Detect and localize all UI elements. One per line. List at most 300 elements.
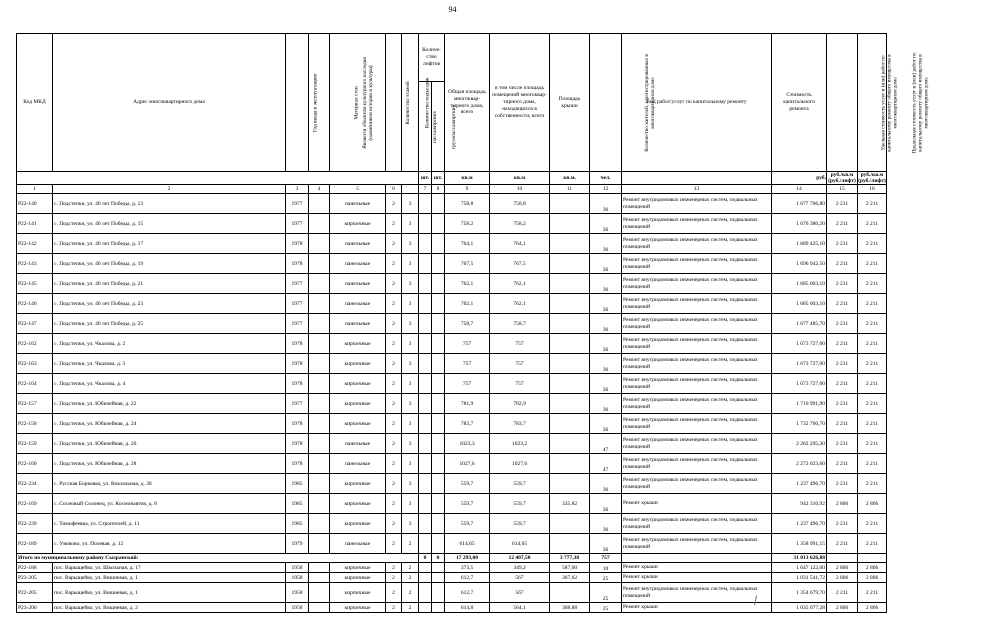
cell-address: с. Подстепки, ул. 40 лет Победы, д. 21 xyxy=(53,274,286,294)
cell-work: Ремонт внутридомовых инженерных систем, подвальных помещений xyxy=(622,254,772,274)
cell-owned: 757 xyxy=(490,374,550,394)
cell-lc xyxy=(432,354,445,374)
units-row xyxy=(17,172,887,185)
cell-owned: 758,7 xyxy=(490,314,550,334)
cell-cost: 1 685 003,10 xyxy=(772,294,827,314)
cell-floors: 2 xyxy=(386,194,402,214)
cell-heritage xyxy=(309,374,330,394)
cell-floors: 2 xyxy=(386,454,402,474)
total-lifts-passenger: 0 xyxy=(419,554,432,563)
cell-code: Р22-158 xyxy=(17,414,53,434)
table-row xyxy=(17,234,887,254)
cell-cost: 1 647 122,00 xyxy=(772,563,827,573)
cell-area: 783,7 xyxy=(445,414,490,434)
cell-unit: 2 211 xyxy=(827,434,858,454)
cell-res: 36 xyxy=(590,294,622,314)
cell-unit: 2 211 xyxy=(827,514,858,534)
cell-owned: 559,7 xyxy=(490,474,550,494)
cell-unit: 2 211 xyxy=(827,474,858,494)
cell-work: Ремонт внутридомовых инженерных систем, подвальных помещений xyxy=(622,534,772,554)
cell-cost: 1 732 760,70 xyxy=(772,414,827,434)
column-number: 8 xyxy=(432,185,445,194)
cell-unit: 2 211 xyxy=(827,194,858,214)
cell-res: 10 xyxy=(590,563,622,573)
cell-year: 1978 xyxy=(286,374,309,394)
cell-floors: 2 xyxy=(386,314,402,334)
cell-lp xyxy=(419,434,432,454)
cell-unit: 2 211 xyxy=(827,454,858,474)
cell-area: 612,7 xyxy=(445,573,490,583)
cell-code: Р22-162 xyxy=(17,334,53,354)
table-row xyxy=(17,514,887,534)
cell-address: с. Подстепки, ул. Юбилейная, д. 28 xyxy=(53,454,286,474)
cell-lc xyxy=(432,254,445,274)
cell-owned: 1027,6 xyxy=(490,454,550,474)
cell-heritage xyxy=(309,414,330,434)
cell-floors: 2 xyxy=(386,294,402,314)
cell-res: 36 xyxy=(590,514,622,534)
header-entrances: Количество подъездов xyxy=(402,34,419,172)
cell-year: 1977 xyxy=(286,194,309,214)
cell-entrances: 3 xyxy=(402,254,419,274)
cell-cost: 1 677 485,70 xyxy=(772,314,827,334)
cell-address: пос. Варыщейко, ул. Вишневая, д. 2 xyxy=(53,603,286,613)
cell-work: Ремонт крыши xyxy=(622,494,772,514)
cell-cost: 1 689 425,10 xyxy=(772,234,827,254)
cell-floors: 2 xyxy=(386,394,402,414)
cell-res: 36 xyxy=(590,394,622,414)
cell-roof xyxy=(550,394,590,414)
cell-owned: 758,8 xyxy=(490,194,550,214)
cell-heritage xyxy=(309,563,330,573)
header-residents: Количество жителей, зарегистрированных в многоквартирном доме xyxy=(590,34,622,172)
column-number: 13 xyxy=(622,185,772,194)
cell-address: с. Подстепки, ул. 40 лет Победы, д. 19 xyxy=(53,254,286,274)
table-row xyxy=(17,334,887,354)
cell-address: с. Тимофеевка, ул. Строителей, д. 11 xyxy=(53,514,286,534)
cell-cost: 1 237 496,70 xyxy=(772,514,827,534)
cell-roof xyxy=(550,374,590,394)
cell-heritage xyxy=(309,434,330,454)
cell-lc xyxy=(432,563,445,573)
cell-year: 1979 xyxy=(286,534,309,554)
table-row xyxy=(17,474,887,494)
cell-roof xyxy=(550,214,590,234)
cell-heritage xyxy=(309,474,330,494)
cell-max: 2 211 xyxy=(858,194,887,214)
cell-code: Р22-189 xyxy=(17,534,53,554)
cell-entrances: 3 xyxy=(402,394,419,414)
cell-owned: 762,1 xyxy=(490,294,550,314)
cell-entrances: 2 xyxy=(402,573,419,583)
cell-max: 2 211 xyxy=(858,474,887,494)
cell-area: 757 xyxy=(445,354,490,374)
cell-address: с. Подстепки, ул. Чкалова, д. 4 xyxy=(53,374,286,394)
cell-lp xyxy=(419,254,432,274)
cell-roof xyxy=(550,314,590,334)
cell-year: 1958 xyxy=(286,603,309,613)
header-area-owned: в том числе площадь помещений многоквар-тирного дома, находящихся в собственности, всего xyxy=(490,34,550,172)
cell-floors: 2 xyxy=(386,234,402,254)
cell-address: пос. Варыщейко, ул. Школьная, д. 17 xyxy=(53,563,286,573)
cell-walls: кирпичные xyxy=(330,214,386,234)
cell-cost: 2 272 023,60 xyxy=(772,454,827,474)
cell-cost: 1 673 727,00 xyxy=(772,354,827,374)
cell-year: 1958 xyxy=(286,573,309,583)
cell-heritage xyxy=(309,454,330,474)
cell-code: Р22-188 xyxy=(17,563,53,573)
cell-lp xyxy=(419,573,432,583)
cell-cost: 1 035 077,28 xyxy=(772,603,827,613)
unit-cell: кв.м xyxy=(490,172,550,185)
header-floors: Количество этажей xyxy=(386,34,402,172)
cell-max: 2 211 xyxy=(858,254,887,274)
cell-lc xyxy=(432,603,445,613)
cell-work: Ремонт внутридомовых инженерных систем, подвальных помещений xyxy=(622,334,772,354)
cell-heritage xyxy=(309,494,330,514)
cell-roof xyxy=(550,514,590,534)
cell-unit: 2 806 xyxy=(827,494,858,514)
cell-unit: 2 211 xyxy=(827,534,858,554)
cell-lc xyxy=(432,573,445,583)
cell-area: 1023,3 xyxy=(445,434,490,454)
column-number: 14 xyxy=(772,185,827,194)
cell-heritage xyxy=(309,573,330,583)
cell-address: с. Сосновый Солонец, ул. Космонавтов, д. 8 xyxy=(53,494,286,514)
cell-walls: кирпичные xyxy=(330,514,386,534)
column-number: 16 xyxy=(858,185,887,194)
cell-unit: 2 211 xyxy=(827,334,858,354)
cell-work: Ремонт внутридомовых инженерных систем, подвальных помещений xyxy=(622,374,772,394)
cell-walls: кирпичные xyxy=(330,474,386,494)
cell-lc xyxy=(432,494,445,514)
header-unit-cost: Удельная стоимость услуг и (или) работ по капитальному ремонту общего имущества в многоквартирном доме xyxy=(827,34,858,172)
cell-lc xyxy=(432,583,445,603)
cell-max: 2 211 xyxy=(858,274,887,294)
cell-unit: 2 211 xyxy=(827,394,858,414)
table-row xyxy=(17,573,887,583)
cell-res: 36 xyxy=(590,474,622,494)
cell-unit: 2 211 xyxy=(827,294,858,314)
cell-address: с. Подстепки, ул. 40 лет Победы, д. 25 xyxy=(53,314,286,334)
cell-roof xyxy=(550,194,590,214)
cell-lc xyxy=(432,294,445,314)
cell-lc xyxy=(432,434,445,454)
cell-owned: 1023,2 xyxy=(490,434,550,454)
cell-max: 2 806 xyxy=(858,563,887,573)
cell-cost: 1 685 003,10 xyxy=(772,274,827,294)
cell-year: 1977 xyxy=(286,314,309,334)
cell-lp xyxy=(419,563,432,573)
cell-unit: 2 211 xyxy=(827,354,858,374)
column-numbers-row xyxy=(17,185,887,194)
cell-year: 1958 xyxy=(286,563,309,573)
cell-entrances: 3 xyxy=(402,274,419,294)
cell-lp xyxy=(419,454,432,474)
cell-area: 757 xyxy=(445,374,490,394)
cell-lp xyxy=(419,494,432,514)
table-row xyxy=(17,274,887,294)
cell-lc xyxy=(432,414,445,434)
cell-cost: 1 358 991,15 xyxy=(772,534,827,554)
cell-entrances: 3 xyxy=(402,474,419,494)
cell-lp xyxy=(419,374,432,394)
total-cost: 31 013 626,88 xyxy=(772,554,827,563)
cell-entrances: 2 xyxy=(402,583,419,603)
cell-code: Р22-164 xyxy=(17,374,53,394)
cell-area: 757 xyxy=(445,334,490,354)
cell-walls: панельные xyxy=(330,454,386,474)
column-number: 15 xyxy=(827,185,858,194)
cell-roof: 368,88 xyxy=(550,603,590,613)
cell-address: с. Подстепки, ул. 40 лет Победы, д. 23 xyxy=(53,294,286,314)
cell-max: 2 211 xyxy=(858,234,887,254)
cell-floors: 2 xyxy=(386,354,402,374)
cell-lp xyxy=(419,334,432,354)
header-year: Год ввода в эксплуатацию xyxy=(286,34,309,172)
cell-lc xyxy=(432,314,445,334)
cell-work: Ремонт внутридомовых инженерных систем, подвальных помещений xyxy=(622,394,772,414)
cell-code: Р22-205 xyxy=(17,583,53,603)
cell-roof xyxy=(550,434,590,454)
cell-roof xyxy=(550,474,590,494)
cell-walls: кирпичные xyxy=(330,334,386,354)
cell-year: 1958 xyxy=(286,583,309,603)
cell-year: 1978 xyxy=(286,454,309,474)
cell-address: с. Подстепки, ул. 40 лет Победы, д. 13 xyxy=(53,194,286,214)
cell-work: Ремонт внутридомовых инженерных систем, подвальных помещений xyxy=(622,354,772,374)
cell-lc xyxy=(432,274,445,294)
header-lifts-cargo: грузопассажирских xyxy=(432,81,445,171)
cell-walls: кирпичные xyxy=(330,563,386,573)
cell-roof xyxy=(550,583,590,603)
cell-code: Р22-141 xyxy=(17,214,53,234)
total-owned: 12 407,50 xyxy=(490,554,550,563)
cell-max: 2 211 xyxy=(858,583,887,603)
cell-entrances: 3 xyxy=(402,314,419,334)
cell-walls: кирпичные xyxy=(330,414,386,434)
cell-roof xyxy=(550,334,590,354)
capital-repair-register-table xyxy=(16,33,930,613)
cell-floors: 2 xyxy=(386,434,402,454)
header-roof-area: Площадь крыши xyxy=(550,34,590,172)
cell-entrances: 3 xyxy=(402,434,419,454)
cell-lp xyxy=(419,534,432,554)
cell-year: 1985 xyxy=(286,474,309,494)
cell-cost: 2 262 295,30 xyxy=(772,434,827,454)
cell-res: 36 xyxy=(590,234,622,254)
cell-unit: 2 211 xyxy=(827,314,858,334)
cell-year: 1977 xyxy=(286,294,309,314)
cell-lp xyxy=(419,234,432,254)
table-row xyxy=(17,534,887,554)
cell-unit: 2 211 xyxy=(827,374,858,394)
cell-roof xyxy=(550,234,590,254)
cell-area: 762,1 xyxy=(445,274,490,294)
cell-area: 767,5 xyxy=(445,254,490,274)
header-code: Код МКД xyxy=(17,34,53,172)
column-number: 7 xyxy=(419,185,432,194)
page-number: 94 xyxy=(448,5,457,14)
cell-address: пос. Варыщейко, ул. Вишневая, д. 1 xyxy=(53,573,286,583)
total-label: Итого по муниципальному району Сызранский: xyxy=(17,554,419,563)
cell-address: с. Подстепки, ул. Юбилейная, д. 22 xyxy=(53,394,286,414)
cell-entrances: 3 xyxy=(402,234,419,254)
cell-lp xyxy=(419,294,432,314)
cell-lc xyxy=(432,214,445,234)
cell-heritage xyxy=(309,274,330,294)
cell-code: Р22-147 xyxy=(17,314,53,334)
total-unit xyxy=(827,554,858,563)
cell-year: 1985 xyxy=(286,514,309,534)
cell-area: 612,7 xyxy=(445,583,490,603)
cell-address: пос. Варыщейко, ул. Вишневая, д. 1 xyxy=(53,583,286,603)
cell-work: Ремонт внутридомовых инженерных систем, подвальных помещений xyxy=(622,454,772,474)
cell-roof xyxy=(550,274,590,294)
cell-roof: 335,82 xyxy=(550,494,590,514)
column-number: 1 xyxy=(17,185,53,194)
cell-floors: 2 xyxy=(386,514,402,534)
cell-max: 2 211 xyxy=(858,534,887,554)
cell-owned: 764,1 xyxy=(490,234,550,254)
cell-address: с. Подстепки, ул. Юбилейная, д. 26 xyxy=(53,434,286,454)
cell-max: 2 211 xyxy=(858,374,887,394)
cell-owned: 614,65 xyxy=(490,534,550,554)
cell-work: Ремонт крыши xyxy=(622,603,772,613)
cell-owned: 758,2 xyxy=(490,214,550,234)
total-max xyxy=(858,554,887,563)
cell-roof xyxy=(550,294,590,314)
cell-entrances: 3 xyxy=(402,214,419,234)
cell-res: 36 xyxy=(590,194,622,214)
cell-cost: 1 237 496,70 xyxy=(772,474,827,494)
cell-res: 25 xyxy=(590,583,622,603)
cell-cost: 1 354 679,70 xyxy=(772,583,827,603)
cell-work: Ремонт внутридомовых инженерных систем, подвальных помещений xyxy=(622,294,772,314)
column-number: 11 xyxy=(550,185,590,194)
cell-max: 2 211 xyxy=(858,514,887,534)
cell-unit: 2 211 xyxy=(827,234,858,254)
cell-res: 25 xyxy=(590,603,622,613)
cell-work: Ремонт внутридомовых инженерных систем, подвальных помещений xyxy=(622,414,772,434)
cell-owned: 559,7 xyxy=(490,514,550,534)
cell-owned: 767,5 xyxy=(490,254,550,274)
cell-heritage xyxy=(309,583,330,603)
cell-lp xyxy=(419,474,432,494)
cell-max: 2 211 xyxy=(858,294,887,314)
cell-year: 1978 xyxy=(286,334,309,354)
cell-max: 2 211 xyxy=(858,394,887,414)
cell-heritage xyxy=(309,334,330,354)
cell-res: 47 xyxy=(590,454,622,474)
cell-lc xyxy=(432,534,445,554)
cell-res: 36 xyxy=(590,494,622,514)
cell-walls: кирпичные xyxy=(330,354,386,374)
cell-owned: 567 xyxy=(490,583,550,603)
cell-area: 762,1 xyxy=(445,294,490,314)
cell-address: с. Подстепки, ул. Чкалова, д. 3 xyxy=(53,354,286,374)
cell-code: Р22-146 xyxy=(17,294,53,314)
cell-cost: 1 031 541,72 xyxy=(772,573,827,583)
table-row xyxy=(17,354,887,374)
cell-area: 764,1 xyxy=(445,234,490,254)
cell-lc xyxy=(432,234,445,254)
cell-area: 781,9 xyxy=(445,394,490,414)
cell-max: 2 211 xyxy=(858,434,887,454)
cell-walls: кирпичные xyxy=(330,394,386,414)
cell-address: с. Узюково, ул. Полевая, д. 12 xyxy=(53,534,286,554)
cell-roof xyxy=(550,414,590,434)
column-number xyxy=(402,185,419,194)
cell-floors: 2 xyxy=(386,374,402,394)
column-number: 9 xyxy=(445,185,490,194)
cell-res: 36 xyxy=(590,274,622,294)
cell-floors: 2 xyxy=(386,494,402,514)
cell-entrances: 3 xyxy=(402,414,419,434)
total-residents: 757 xyxy=(590,554,622,563)
cell-entrances: 3 xyxy=(402,494,419,514)
cell-area: 614,65 xyxy=(445,534,490,554)
cell-unit: 2 211 xyxy=(827,274,858,294)
cell-work: Ремонт внутридомовых инженерных систем, подвальных помещений xyxy=(622,194,772,214)
cell-cost: 1 696 942,50 xyxy=(772,254,827,274)
cell-floors: 2 xyxy=(386,214,402,234)
cell-max: 2 806 xyxy=(858,603,887,613)
cell-entrances: 3 xyxy=(402,354,419,374)
cell-area: 1027,6 xyxy=(445,454,490,474)
cell-roof xyxy=(550,254,590,274)
cell-work: Ремонт крыши xyxy=(622,563,772,573)
total-area: 17 293,00 xyxy=(445,554,490,563)
cell-unit: 2 211 xyxy=(827,414,858,434)
cell-lc xyxy=(432,374,445,394)
cell-work: Ремонт внутридомовых инженерных систем, подвальных помещений xyxy=(622,234,772,254)
table-row xyxy=(17,563,887,573)
header-walls: Материал стен xyxy=(330,34,386,172)
cell-entrances: 2 xyxy=(402,603,419,613)
cell-roof xyxy=(550,454,590,474)
cell-code: Р22-169 xyxy=(17,494,53,514)
cell-walls: кирпичные xyxy=(330,573,386,583)
cell-code: Р22-239 xyxy=(17,514,53,534)
cell-code: Р22-159 xyxy=(17,434,53,454)
cell-walls: кирпичные xyxy=(330,583,386,603)
cell-walls: кирпичные xyxy=(330,603,386,613)
header-lifts: Количе-ство лифтов xyxy=(419,34,445,82)
cell-max: 2 211 xyxy=(858,334,887,354)
cell-floors: 2 xyxy=(386,583,402,603)
cell-walls: панельные xyxy=(330,314,386,334)
header-lifts-passenger: пассажирских xyxy=(419,81,432,171)
cell-code: Р22-142 xyxy=(17,234,53,254)
cell-res: 47 xyxy=(590,434,622,454)
table-row xyxy=(17,314,887,334)
cell-area: 559,7 xyxy=(445,474,490,494)
unit-cell: руб./кв.м (руб./лифт) xyxy=(858,172,886,185)
cell-work: Ремонт внутридомовых инженерных систем, подвальных помещений xyxy=(622,434,772,454)
cell-area: 373,5 xyxy=(445,563,490,573)
unit-cell: кв.м xyxy=(445,172,490,185)
total-works xyxy=(622,554,772,563)
cell-floors: 2 xyxy=(386,334,402,354)
cell-year: 1977 xyxy=(286,274,309,294)
cell-max: 2 211 xyxy=(858,354,887,374)
header-cost: Стоимость капитального ремонта xyxy=(772,34,827,172)
cell-res: 36 xyxy=(590,214,622,234)
cell-code: Р22-160 xyxy=(17,454,53,474)
cell-work: Ремонт крыши xyxy=(622,573,772,583)
cell-unit: 2 806 xyxy=(827,573,858,583)
